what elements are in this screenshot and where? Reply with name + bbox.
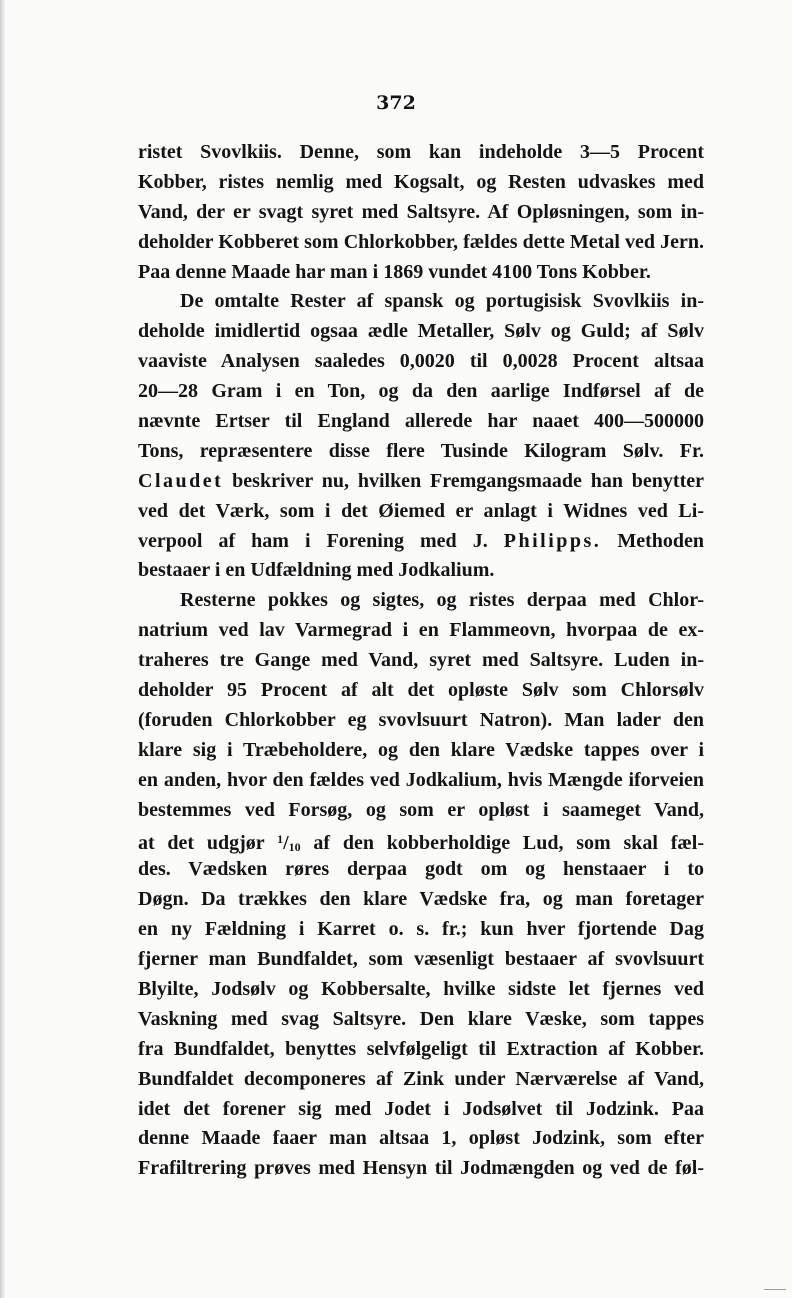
text-line: deholde imidlertid ogsaa ædle Metaller, Sølv og Guld; af Sølv	[138, 320, 704, 343]
text-line: natrium ved lav Varmegrad i en Flammeovn, hvorpaa de ex-	[138, 619, 704, 642]
text-line: nævnte Ertser til England allerede har naaet 400—500000	[138, 410, 704, 433]
text-line: ved det Værk, som i det Øiemed er anlagt i Widnes ved Li-	[138, 499, 704, 522]
text-line: en anden, hvor den fældes ved Jodkalium, hvis Mængde iforveien	[138, 768, 704, 791]
text-line: De omtalte Rester af spansk og portugisisk Svovlkiis in-	[180, 290, 704, 313]
text-fragment: af den kobberholdige Lud, som skal fæl-	[313, 832, 704, 855]
text-line: en ny Fældning i Karret o. s. fr.; kun hver fjortende Dag	[138, 918, 704, 941]
text-line: fra Bundfaldet, benyttes selvfølgeligt til Extraction af Kobber.	[138, 1037, 704, 1060]
text-line: Tons, repræsentere disse flere Tusinde Kilogram Sølv. Fr.	[138, 439, 704, 462]
text-line: vaaviste Analysen saaledes 0,0020 til 0,0028 Procent altsaa	[138, 350, 704, 373]
text-line: bestaaer i en Udfældning med Jodkalium.	[138, 559, 495, 582]
author-name-claudet: Claudet	[138, 469, 224, 492]
fraction-denominator: 10	[288, 840, 301, 855]
text-line: bestemmes ved Forsøg, og som er opløst i saameget Vand,	[138, 798, 704, 821]
text-line: (foruden Chlorkobber eg svovlsuurt Natron). Man lader den	[138, 708, 704, 731]
text-line: Frafiltrering prøves med Hensyn til Jodmængden og ved de føl-	[138, 1157, 704, 1180]
text-line: traheres tre Gange med Vand, syret med Saltsyre. Luden in-	[138, 649, 704, 672]
text-line: 20—28 Gram i en Ton, og da den aarlige Indførsel af de	[138, 380, 704, 403]
text-line: denne Maade faaer man altsaa 1, opløst Jodzink, som efter	[138, 1127, 704, 1150]
text-line: idet det forener sig med Jodet i Jodsølvet til Jodzink. Paa	[138, 1097, 704, 1120]
text-line	[138, 527, 704, 557]
text-line: Kobber, ristes nemlig med Kogsalt, og Resten udvaskes med	[138, 170, 704, 193]
text-line: deholder Kobberet som Chlorkobber, fældes dette Metal ved Jern.	[138, 230, 704, 253]
body-text	[138, 138, 704, 1184]
text-line: Bundfaldet decomponeres af Zink under Nærværelse af Vand,	[138, 1067, 704, 1090]
text-line: Paa denne Maade har man i 1869 vundet 4100 Tons Kobber.	[138, 260, 651, 283]
text-fragment: verpool af ham i Forening med J.	[138, 529, 488, 552]
text-line	[138, 467, 704, 497]
text-line: Døgn. Da trækkes den klare Vædske fra, og man foretager	[138, 888, 704, 911]
corner-scan-mark	[764, 1283, 786, 1290]
text-line: klare sig i Træbeholdere, og den klare Vædske tappes over i	[138, 738, 704, 761]
fraction-numerator: 1	[277, 832, 284, 847]
fraction-one-tenth: $^1/_{10}$	[277, 832, 301, 855]
text-line: deholder 95 Procent af alt det opløste Sølv som Chlorsølv	[138, 679, 704, 702]
text-line: des. Vædsken røres derpaa godt om og henstaaer i to	[138, 858, 704, 881]
page-spine-edge	[0, 0, 5, 1298]
text-fragment: Methoden	[617, 529, 704, 552]
text-line: Vand, der er svagt syret med Saltsyre. Af Opløsningen, som in-	[138, 200, 704, 223]
page-number: 372	[376, 92, 416, 114]
author-name-philipps: Philipps.	[503, 529, 602, 552]
text-line: Resterne pokkes og sigtes, og ristes derpaa med Chlor-	[180, 589, 704, 612]
text-fragment: at det udgjør	[138, 832, 265, 855]
text-line: Blyilte, Jodsølv og Kobbersalte, hvilke sidste let fjernes ved	[138, 977, 704, 1000]
text-line: fjerner man Bundfaldet, som væsenligt bestaaer af svovlsuurt	[138, 948, 704, 971]
text-fragment: beskriver nu, hvilken Fremgangsmaade han benytter	[232, 469, 704, 492]
text-line	[138, 825, 704, 855]
text-line: ristet Svovlkiis. Denne, som kan indeholde 3—5 Procent	[138, 141, 704, 163]
text-line: Vaskning med svag Saltsyre. Den klare Væske, som tappes	[138, 1007, 704, 1030]
